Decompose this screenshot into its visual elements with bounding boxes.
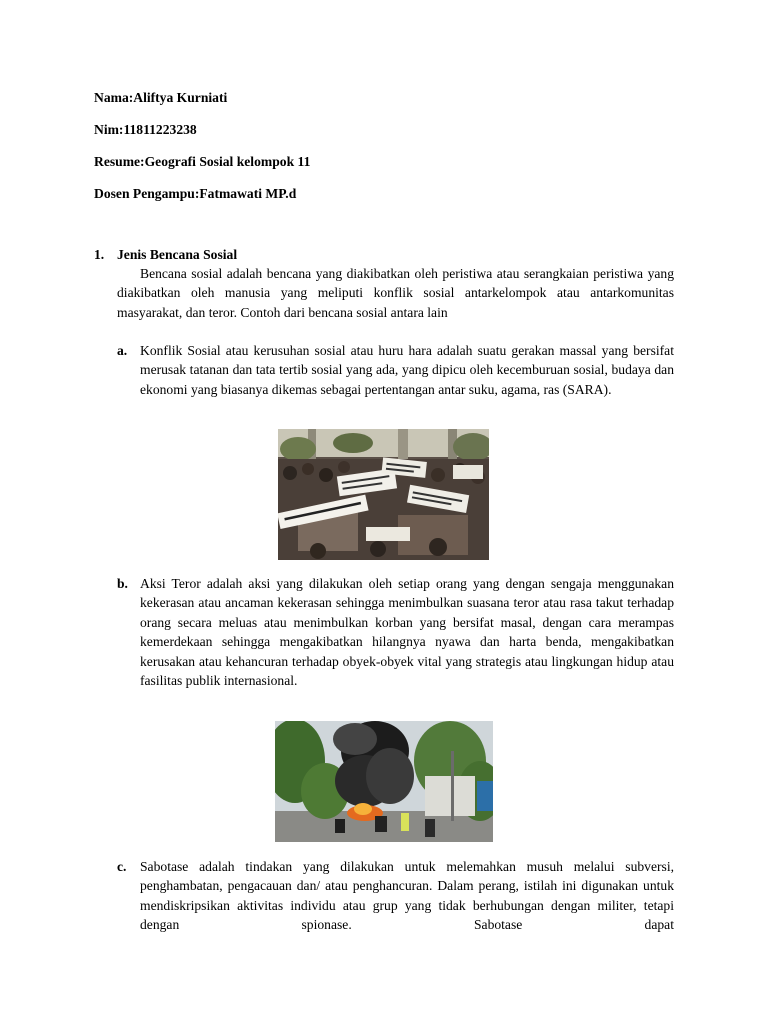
header-nim: Nim:11811223238 xyxy=(94,122,197,137)
protest-crowd-photo xyxy=(278,429,489,560)
item-a-label: a. xyxy=(117,343,128,358)
header-resume: Resume:Geografi Sosial kelompok 11 xyxy=(94,154,311,169)
street-fire-smoke-photo xyxy=(275,721,493,842)
item-b-label: b. xyxy=(117,576,128,591)
item-c-label: c. xyxy=(117,859,127,874)
item-a-paragraph: Konflik Sosial atau kerusuhan sosial atau huru hara adalah suatu gerakan massal yang bersifat merusak tatanan dan tata tertib sosial yang ada, yang dipicu oleh kecemburuan sosial, budaya dan ekonomi yang biasanya dikemas sebagai pertentangan antar suku, agama, ras (SARA). xyxy=(140,343,674,397)
section-title: Jenis Bencana Sosial xyxy=(117,247,238,262)
item-b-paragraph: Aksi Teror adalah aksi yang dilakukan oleh setiap orang yang dengan sengaja menggunakan kekerasan atau ancaman kekerasan sehingga menimbulkan suasana teror atau rasa takut terhadap orang secara meluas atau menimbulkan korban yang bersifat masal, dengan cara merampas kemerdekaan sehingga mengakibatkan hilangnya nyawa dan harta benda, mengakibatkan kerusakan atau kehancuran terhadap obyek-obyek vital yang strategis atau lingkungan hidup atau fasilitas publik internasional. xyxy=(140,576,674,689)
header-nama: Nama:Aliftya Kurniati xyxy=(94,90,228,105)
section-intro-paragraph: Bencana sosial adalah bencana yang diakibatkan oleh peristiwa atau serangkaian peristiwa yang diakibatkan oleh manusia yang meliputi konflik sosial antarkelompok atau antarkomunitas masyarakat, dan teror. Contoh dari bencana sosial antara lain xyxy=(117,266,674,320)
section-number: 1. xyxy=(94,247,105,262)
item-c-paragraph: Sabotase adalah tindakan yang dilakukan untuk melemahkan musuh melalui subversi, penghambatan, pengacauan dan/ atau penghancuran. Dalam perang, istilah ini digunakan untuk mendiskripsikan aktivitas individu atau grup yang tidak berhubungan dengan militer, tetapi dengan spionase. Sabotase dapat xyxy=(140,859,674,933)
header-dosen: Dosen Pengampu:Fatmawati MP.d xyxy=(94,186,297,201)
